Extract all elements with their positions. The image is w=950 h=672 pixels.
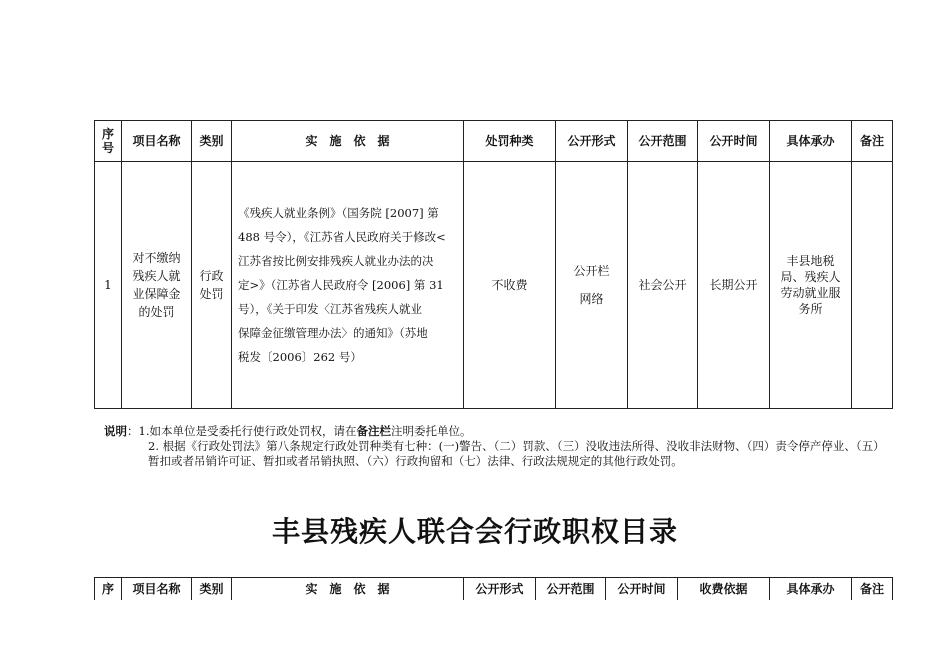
- row-category: 行政 处罚: [192, 162, 232, 409]
- note-1: 说明：1.如本单位是受委托行使行政处罚权，请在备注栏注明委托单位。: [104, 424, 472, 438]
- header-disclosure-time: 公开时间: [606, 578, 678, 601]
- header-disclosure-form: 公开形式: [556, 121, 628, 162]
- header-remark: 备注: [852, 121, 893, 162]
- page-title: 丰县残疾人联合会行政职权目录: [271, 515, 678, 548]
- authority-table: [94, 577, 893, 600]
- header-penalty-type: 处罚种类: [464, 121, 556, 162]
- header-category: 类别: [192, 121, 232, 162]
- notes-label: 说明: [104, 424, 127, 438]
- table-header-row: [95, 121, 893, 162]
- header-name: 项目名称: [122, 121, 192, 162]
- row-name: 对不缴纳 残疾人就 业保障金 的处罚: [122, 162, 192, 409]
- header-remark: 备注: [852, 578, 893, 601]
- row-basis: 《残疾人就业条例》（国务院 [2007] 第 488 号令），《江苏省人民政府关于修改< 江苏省按比例安排残疾人就业办法的决 定>》（江苏省人民政府令 [2006] 第 31 号），《关于印发〈江苏省残疾人就业 保障金征缴管理办法〉的通知》（苏地 税发〔2006〕262 号）: [232, 162, 464, 409]
- row-disclosure-form: 公开栏 网络: [556, 162, 628, 409]
- row-disclosure-time: 长期公开: [698, 162, 770, 409]
- remark-column-ref: 备注栏: [356, 424, 391, 438]
- header-basis: 实 施 依 据: [232, 121, 464, 162]
- notes: [104, 424, 894, 469]
- header-disclosure-scope: 公开范围: [536, 578, 606, 601]
- table-row: [95, 162, 893, 409]
- header-disclosure-time: 公开时间: [698, 121, 770, 162]
- row-penalty-type: 不收费: [464, 162, 556, 409]
- row-handler: 丰县地税 局、残疾人 劳动就业服 务所: [770, 162, 852, 409]
- header-index: 序: [95, 578, 122, 601]
- row-index: 1: [95, 162, 122, 409]
- header-name: 项目名称: [122, 578, 192, 601]
- penalty-table: [94, 120, 893, 409]
- header-basis: 实 施 依 据: [232, 578, 464, 601]
- header-category: 类别: [192, 578, 232, 601]
- header-disclosure-scope: 公开范围: [628, 121, 698, 162]
- header-fee-basis: 收费依据: [678, 578, 770, 601]
- header-index: 序 号: [95, 121, 122, 162]
- row-disclosure-scope: 社会公开: [628, 162, 698, 409]
- table-header-row: [95, 578, 893, 601]
- header-handler: 具体承办: [770, 578, 852, 601]
- header-disclosure-form: 公开形式: [464, 578, 536, 601]
- header-handler: 具体承办: [770, 121, 852, 162]
- note-2: 2. 根据《行政处罚法》第八条规定行政处罚种类有七种：(一)警告、（二）罚款、（三）没收违法所得、没收非法财物、（四）责令停产停业、（五）暂扣或者吊销许可证、暂扣或者吊销执照、（六）行政拘留和（七）法律、行政法规规定的其他行政处罚。: [148, 439, 885, 468]
- row-remark: [852, 162, 893, 409]
